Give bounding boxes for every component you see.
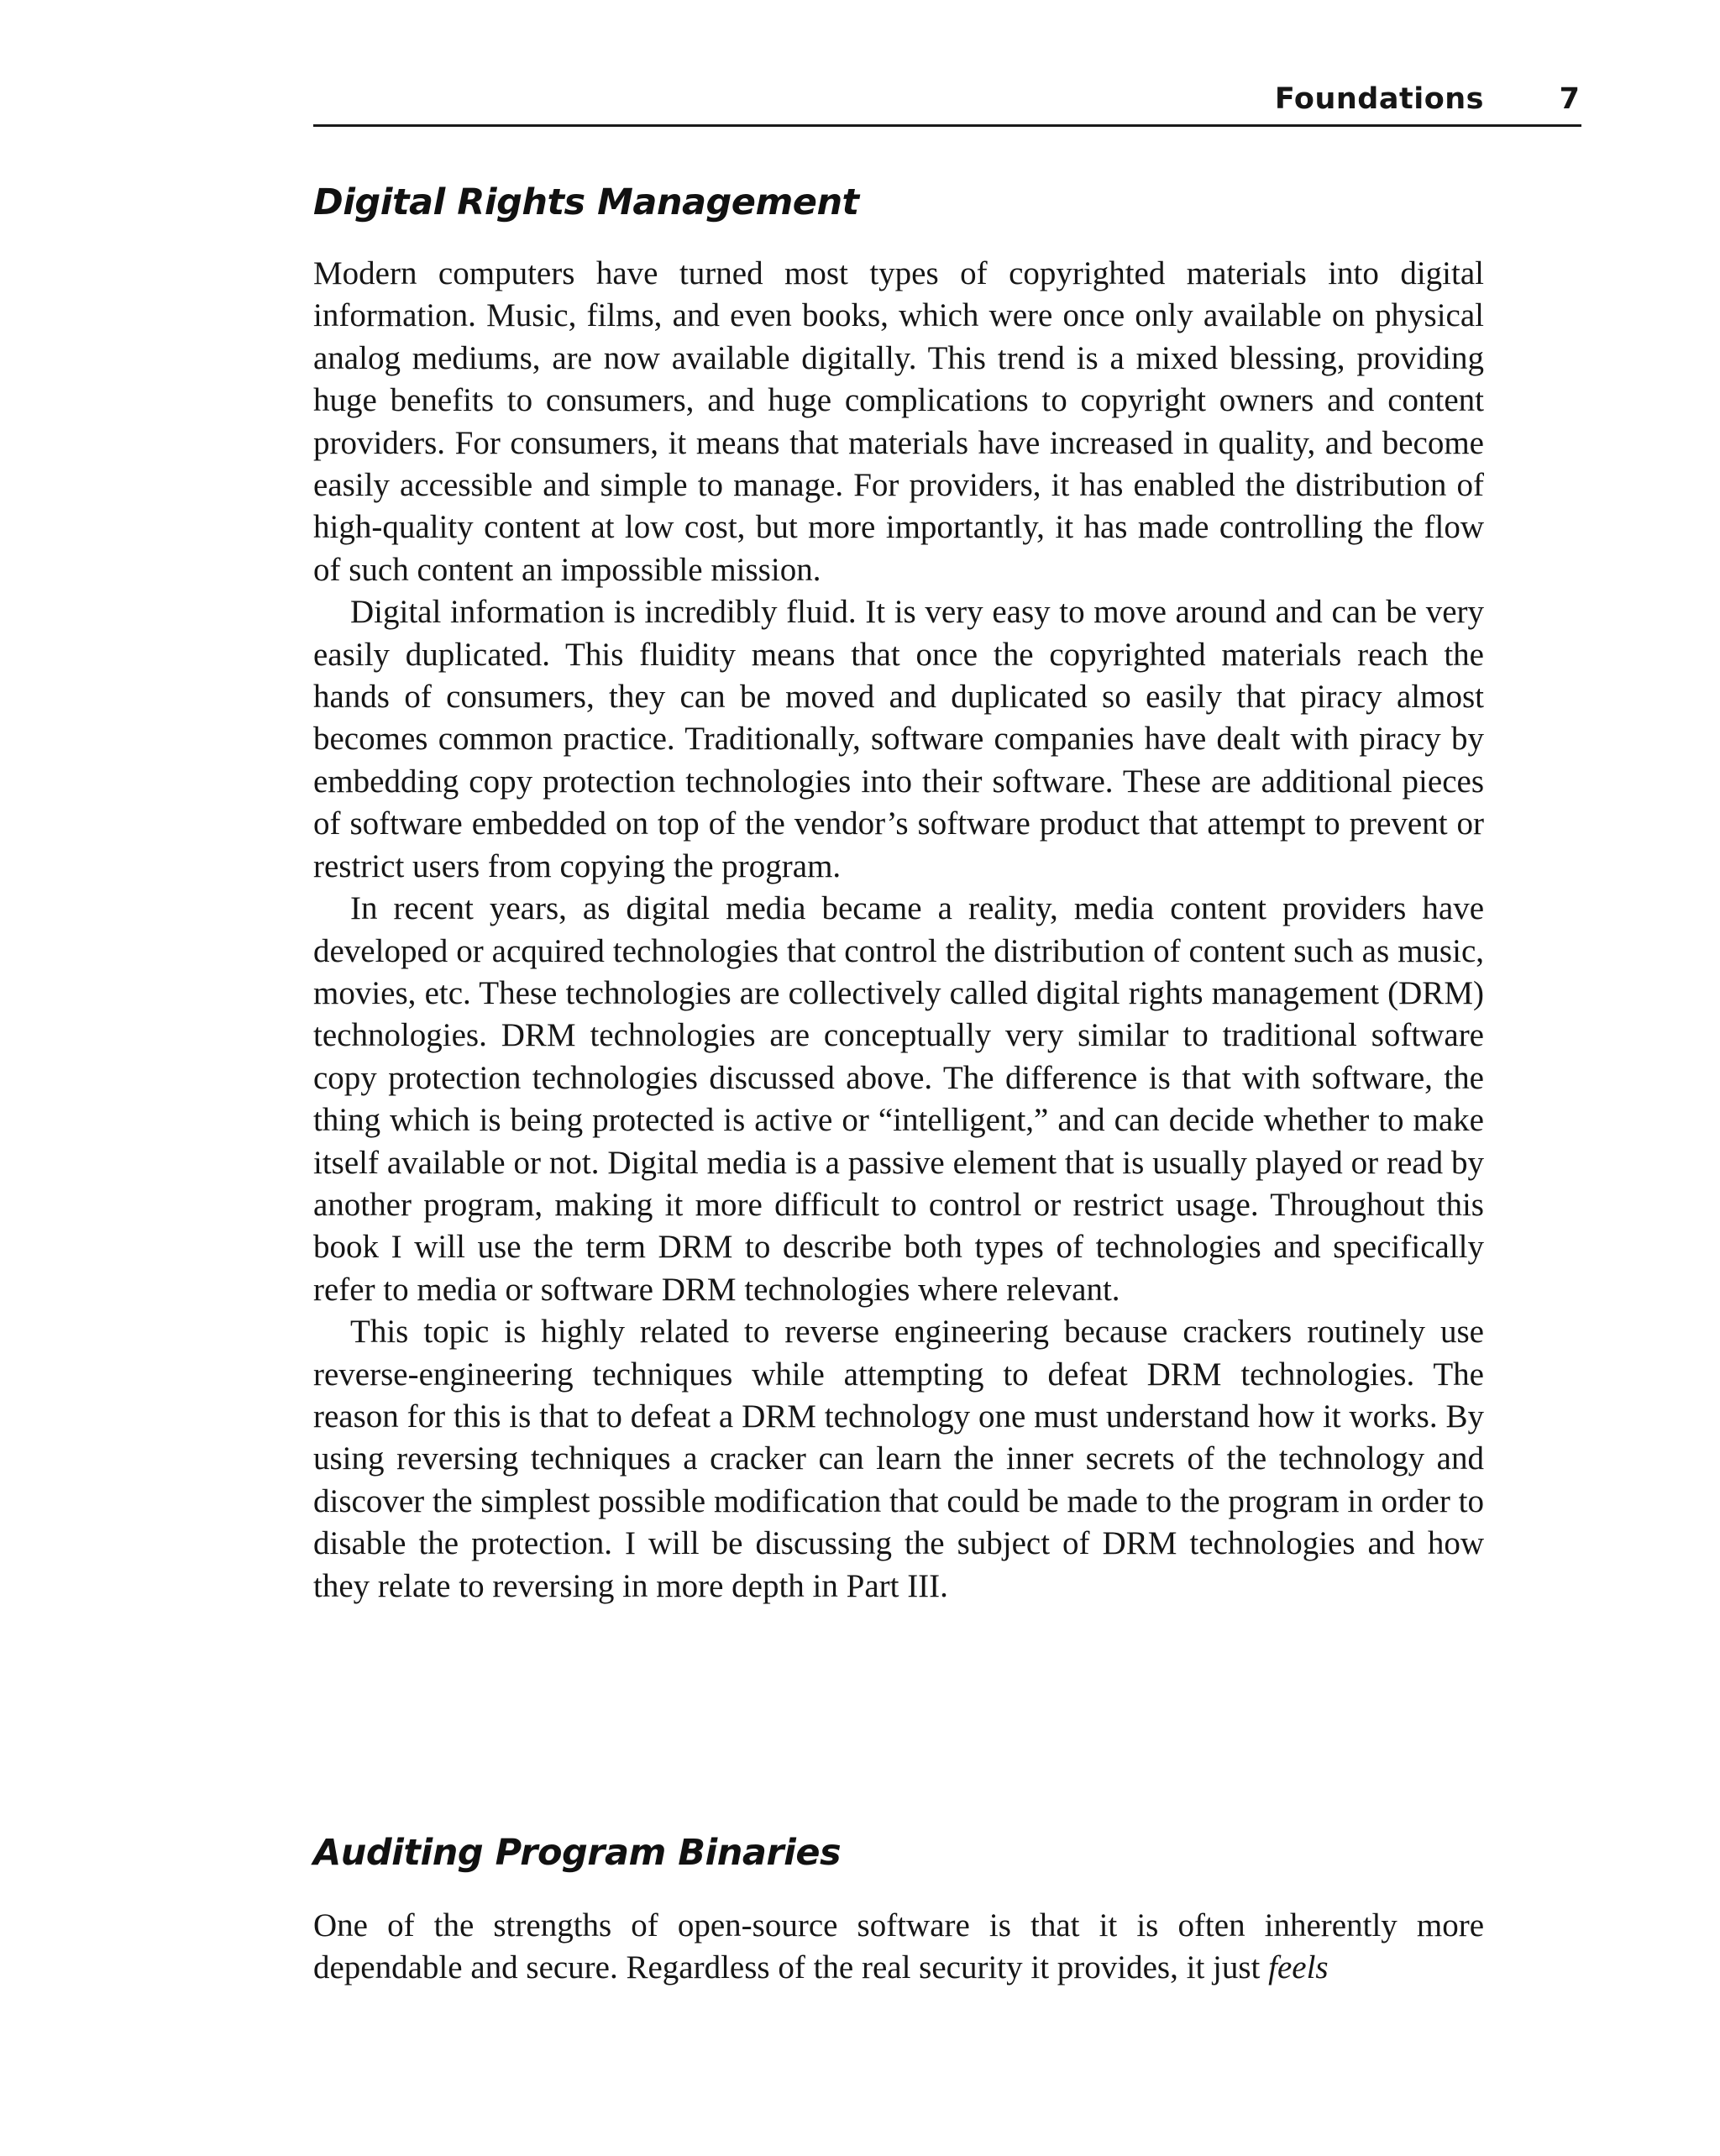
body-paragraph: Modern computers have turned most types of copyrighted materials into digital information. Music, films, and even books, which were once only available on physical analog mediums, are now available digitally. This trend is a mixed blessing, providing huge benefits to consumers, and huge complications to copyright owners and content providers. For consumers, it means that materials have increased in quality, and become easily accessible and simple to manage. For providers, it has enabled the distribution of high-quality content at low cost, but more importantly, it has made controlling the flow of such content an impossible mission. (313, 255, 1484, 588)
page-number: 7 (1559, 82, 1580, 116)
running-header (313, 81, 1581, 127)
section-heading-auditing: Auditing Program Binaries (313, 1832, 842, 1874)
drm-section-body (313, 253, 1484, 1608)
body-paragraph: In recent years, as digital media became a reality, media content providers have developed or acquired technologies that control the distribution of content such as music, movies, etc. These technologies are collectively called digital rights management (DRM) technologies. DRM technologies are conceptually very similar to traditional software copy protection technologies discussed above. The difference is that with software, the thing which is being protected is active or “intelligent,” and can decide whether to make itself available or not. Digital media is a passive element that is usually played or read by another program, making it more difficult to control or restrict usage. Throughout this book I will use the term DRM to describe both types of technologies and specifically refer to media or software DRM technologies where relevant. (313, 890, 1484, 1308)
emphasized-word: feels (1268, 1949, 1329, 1986)
body-paragraph: Digital information is incredibly fluid. It is very easy to move around and can be very easily duplicated. This fluidity means that once the copyrighted materials reach the hands of consumers, they can be moved and duplicated so easily that piracy almost becomes common practice. Traditionally, software companies have dealt with piracy by embedding copy protection technologies into their software. These are additional pieces of software embedded on top of the vendor’s software product that attempt to prevent or restrict users from copying the program. (313, 594, 1484, 884)
auditing-section-body (313, 1905, 1484, 1990)
section-heading-drm: Digital Rights Management (313, 181, 859, 223)
paragraph-text: One of the strengths of open-source software is that it is often inherently more dependable and secure. Regardless of the real security it provides, it just (313, 1907, 1484, 1986)
body-paragraph (313, 1905, 1484, 1990)
header-section-title: Foundations (1274, 82, 1484, 116)
body-paragraph: This topic is highly related to reverse engineering because crackers routinely use reverse-engineering techniques while attempting to defeat DRM technologies. The reason for this is that to defeat a DRM technology one must understand how it works. By using reversing techniques a cracker can learn the inner secrets of the technology and discover the simplest possible modification that could be made to the program in order to disable the protection. I will be discussing the subject of DRM technologies and how they relate to reversing in more depth in Part III. (313, 1314, 1484, 1604)
